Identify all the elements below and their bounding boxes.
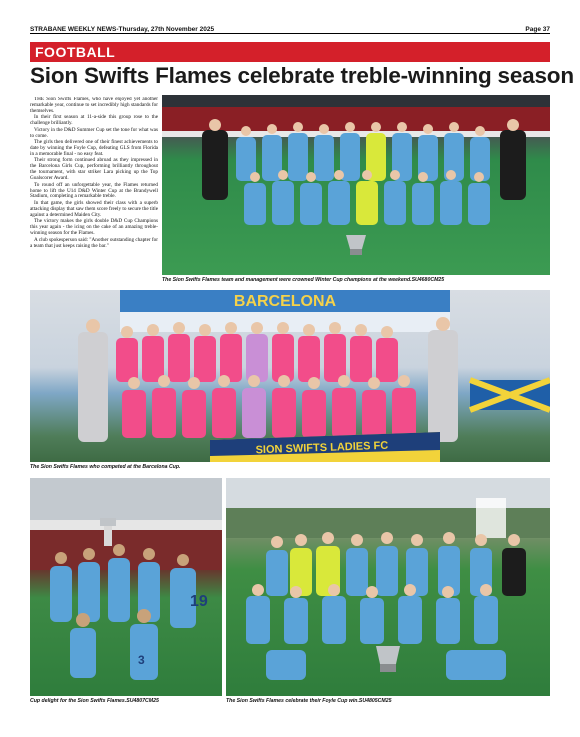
page-header <box>30 20 550 34</box>
body-paragraph: The victory makes the girls double D&D Cup Champions this year again - the icing on the cake of an amazing treble-winning season for the Flames. <box>30 218 158 237</box>
photo-caption-barcelona: The Sion Swifts Flames who competed at the Barcelona Cup. <box>30 464 181 470</box>
team-photo-foyle-cup <box>226 478 550 696</box>
body-paragraph: In that game, the girls showed their class with a superb attacking display that saw them score freely to secure the title against a determined Maiden City. <box>30 199 158 218</box>
photo-caption-cup-delight: Cup delight for the Sion Swifts Flames.SU4807CM25 <box>30 698 159 704</box>
club-banner-text: SION SWIFTS LADIES FC <box>255 439 389 457</box>
team-photo-winter-cup <box>162 95 550 275</box>
team-photo-barcelona <box>30 290 550 462</box>
team-photo-foyle-cup-image <box>226 478 550 696</box>
team-photo-barcelona-image <box>30 290 550 462</box>
body-paragraph: Victory in the D&D Summer Cup set the tone for what was to come. <box>30 126 158 139</box>
svg-text:19: 19 <box>190 593 208 610</box>
photo-caption-foyle-cup: The Sion Swifts Flames celebrate their Foyle Cup win.SU4805CM25 <box>226 698 392 704</box>
svg-text:3: 3 <box>138 653 145 667</box>
body-paragraph: To round off an unforgettable year, the Flames returned home to lift the U14 D&D Winter Cup at the Brandywell Stadium, completing a remarkable treble. <box>30 181 158 200</box>
body-paragraph: In their first season at 11-a-side this group rose to the challenge brilliantly. <box>30 114 158 127</box>
page-number: Page 37 <box>525 26 550 33</box>
publication-date: STRABANE WEEKLY NEWS-Thursday, 27th November 2025 <box>30 26 215 33</box>
photo-caption-winter-cup: The Sion Swifts Flames team and management were crowned Winter Cup champions at the weekend.SU4680CM25 <box>162 277 445 283</box>
team-photo-cup-delight-image <box>30 478 222 696</box>
article-body <box>30 97 158 283</box>
section-label: FOOTBALL <box>30 42 550 62</box>
team-photo-cup-delight <box>30 478 222 696</box>
team-photo-winter-cup-image <box>162 95 550 275</box>
body-paragraph: THE Sion Swifts Flames, who have enjoyed yet another remarkable year, continue to set incredibly high standards for themselves. <box>30 97 158 114</box>
body-paragraph: The girls then delivered one of their finest achievements to date by winning the Foyle Cup, defeating GLS from Florida in a memorable final - no easy feat. <box>30 139 158 157</box>
barcelona-banner-text: BARCELONA <box>233 293 337 310</box>
body-paragraph: A club spokesperson said: "Another outstanding chapter for a team that just keeps raising the bar." <box>30 236 158 249</box>
body-paragraph: Their strong form continued abroad as they impressed in the Barcelona Girls Cup, performing brilliantly throughout the tournament, with star striker Lara picking up the Top Goalscorer Award. <box>30 157 158 182</box>
article-headline: Sion Swifts Flames celebrate treble-winning season <box>30 63 574 88</box>
